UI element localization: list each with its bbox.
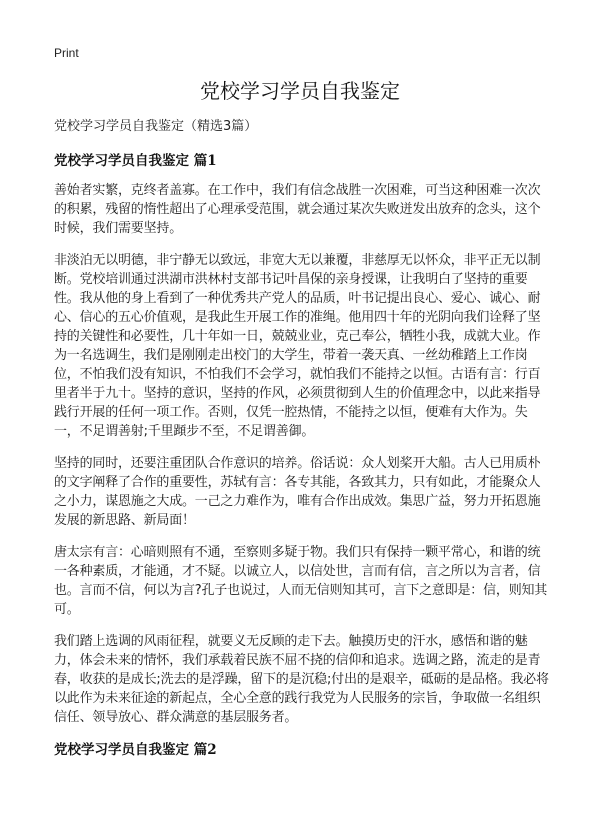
- paragraph: 善始者实繁，克终者盖寡。在工作中，我们有信念战胜一次困难，可当这种困难一次次的积累，残留的惰性超出了心理承受范围，就会通过某次失败迸发出放弃的念头，这个时候，我们需要坚持。: [54, 183, 541, 236]
- paragraph: 非淡泊无以明德，非宁静无以致远，非宽大无以兼覆，非慈厚无以怀众，非平正无以制断。党校培训通过洪湖市洪林村支部书记叶昌保的亲身授课，让我明白了坚持的重要性。我从他的身上看到了一种优秀共产党人的品质，叶书记提出良心、爱心、诚心、耐心、信心的五心价值观，是我此生开展工作的准绳。他用四十年的光阴向我们诠释了坚持的关键性和必要性，几十年如一日，兢兢业业，克己奉公，牺牲小我，成就大业。作为一名选调生，我们是刚刚走出校门的大学生，带着一袭天真、一丝幼稚踏上工作岗位，不怕我们没有知识，不怕我们不会学习，就怕我们不能持之以恒。古语有言：行百里者半于九十。坚持的意识，坚持的作风，必须贯彻到人生的价值理念中，以此来指导践行开展的任何一项工作。否则，仅凭一腔热情，不能持之以恒，便难有大作为。失一，不足谓善射;千里蹞步不至，不足谓善御。: [54, 253, 541, 439]
- section-2: [54, 741, 551, 759]
- document-title: 党校学习学员自我鉴定: [200, 79, 400, 103]
- document-body: [54, 118, 551, 770]
- document-subtitle: 党校学习学员自我鉴定（精选3篇）: [54, 119, 258, 134]
- section-heading: 党校学习学员自我鉴定 篇1: [54, 153, 217, 169]
- paragraph: 我们踏上选调的风雨征程，就要义无反顾的走下去。触摸历史的汗水，感悟和谐的魅力，体会未来的情怀，我们承载着民族不屈不挠的信仰和追求。选调之路，流走的是青春，收获的是成长;洗去的是浮躁，留下的是沉稳;付出的是艰辛，砥砺的是品格。我必将以此作为未来征途的新起点，全心全意的践行我党为人民服务的宗旨，争取做一名组织信任、领导放心、群众满意的基层服务者。: [54, 634, 549, 725]
- paragraph: 唐太宗有言：心暗则照有不通，至察则多疑于物。我们只有保持一颗平常心，和谐的统一各种素质，才能通，才不疑。以诚立人，以信处世，言而有信，言之所以为言者，信也。言而不信，何以为言?孔子也说过，人而无信则知其可，言下之意即是：信，则知其可。: [54, 545, 548, 617]
- paragraph: 坚持的同时，还要注重团队合作意识的培养。俗话说：众人划桨开大船。古人已用质朴的文字阐释了合作的重要性，苏轼有言：各专其能，各致其力，只有如此，才能聚众人之小力，谋恩施之大成。一己之力难作为，唯有合作出成效。集思广益，努力开拓恩施发展的新思路、新局面！: [54, 456, 541, 528]
- section-heading: 党校学习学员自我鉴定 篇2: [54, 742, 217, 758]
- print-link[interactable]: Print: [54, 46, 79, 60]
- section-1: [54, 152, 551, 727]
